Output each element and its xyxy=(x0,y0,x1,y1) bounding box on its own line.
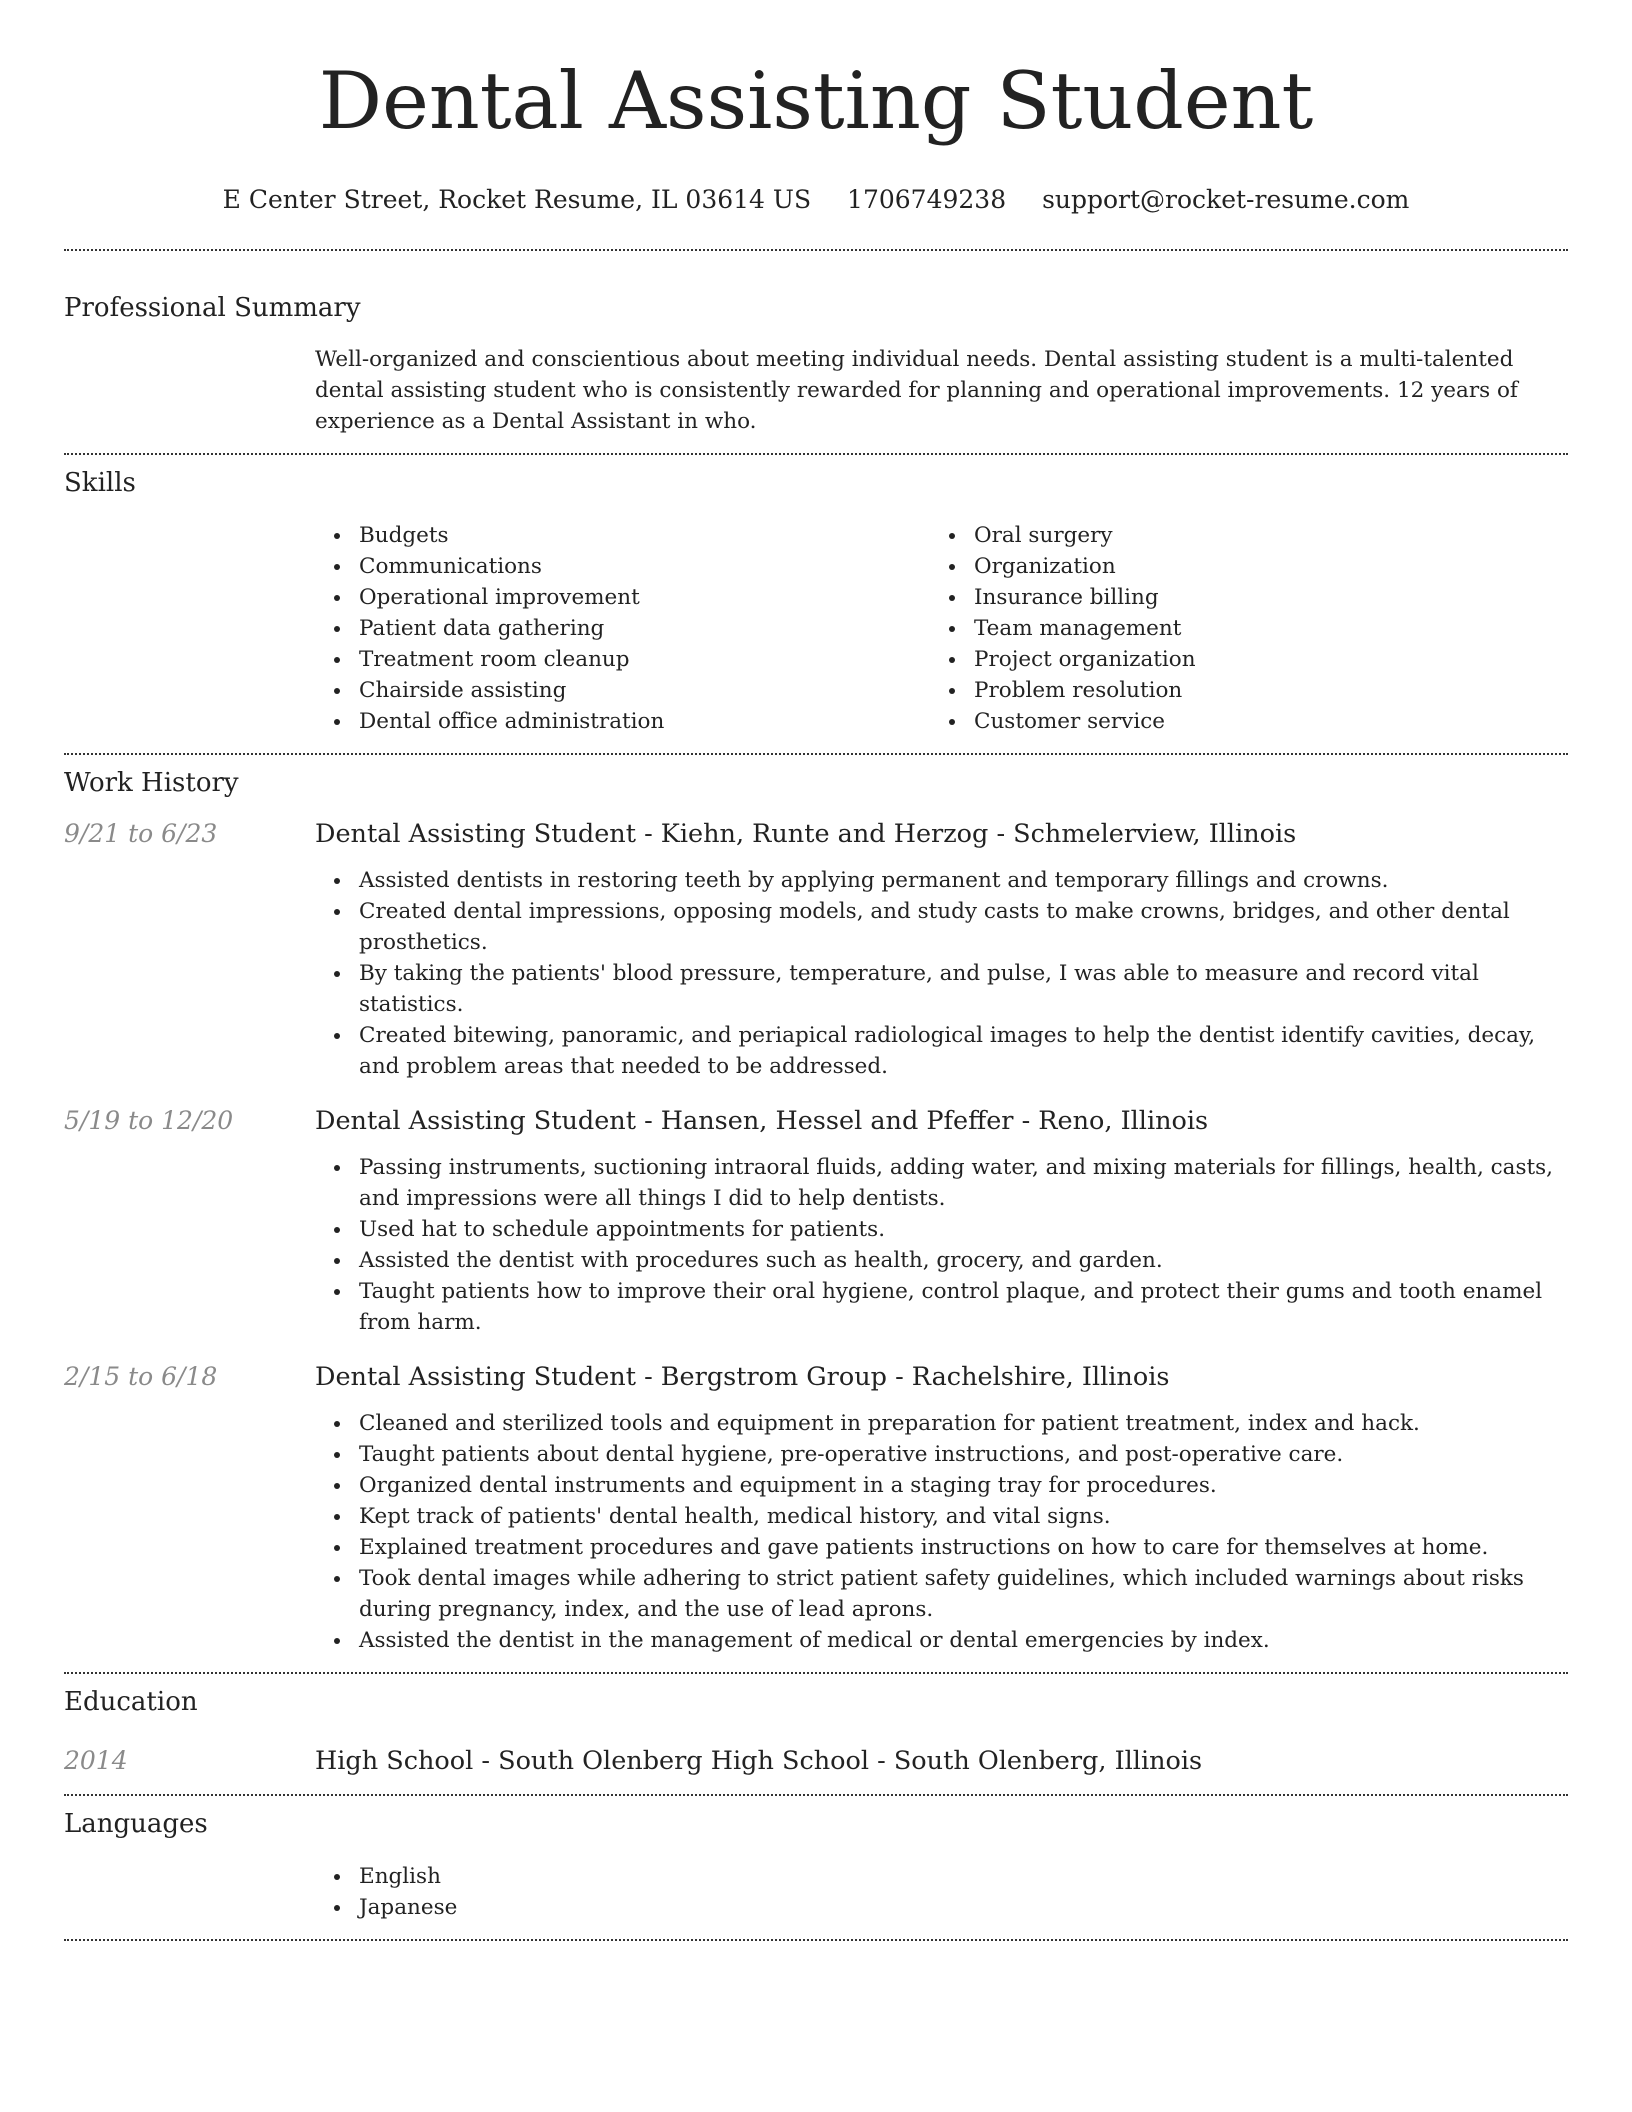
contact-phone: 1706749238 xyxy=(847,185,1007,214)
languages-list xyxy=(315,1861,1568,1923)
languages-section xyxy=(64,1796,1568,1923)
skill-item: Treatment room cleanup xyxy=(359,644,930,675)
skills-section xyxy=(64,455,1568,737)
education-entry xyxy=(64,1744,1568,1778)
job-entry xyxy=(64,817,1568,1082)
job-entry xyxy=(64,1360,1568,1656)
work-title: Work History xyxy=(64,768,239,798)
work-jobs xyxy=(64,817,1568,1656)
skill-item: Organization xyxy=(974,551,1545,582)
contact-email: support@rocket-resume.com xyxy=(1042,185,1410,214)
job-bullet: Took dental images while adhering to strict patient safety guidelines, which included warnings about risks during pregnancy, index, and the use of lead aprons. xyxy=(359,1563,1568,1625)
education-section xyxy=(64,1674,1568,1778)
job-bullets xyxy=(315,1408,1568,1656)
job-bullet: Assisted dentists in restoring teeth by applying permanent and temporary fillings and crowns. xyxy=(359,865,1568,896)
job-date: 5/19 to 12/20 xyxy=(64,1106,234,1135)
job-bullet: Cleaned and sterilized tools and equipment in preparation for patient treatment, index and hack. xyxy=(359,1408,1568,1439)
skills-title: Skills xyxy=(64,468,136,498)
job-bullet: Passing instruments, suctioning intraoral fluids, adding water, and mixing materials for fillings, health, casts, and impressions were all things I did to help dentists. xyxy=(359,1152,1568,1214)
skill-item: Project organization xyxy=(974,644,1545,675)
skills-column-left xyxy=(315,520,930,737)
skills-body xyxy=(315,520,1568,737)
skills-list-right xyxy=(930,520,1545,737)
job-bullet: By taking the patients' blood pressure, temperature, and pulse, I was able to measure and record vital statistics. xyxy=(359,958,1568,1020)
job-entry xyxy=(64,1104,1568,1338)
skill-item: Problem resolution xyxy=(974,675,1545,706)
language-item: English xyxy=(359,1861,1568,1892)
job-bullet: Created bitewing, panoramic, and periapical radiological images to help the dentist identify cavities, decay, and problem areas that needed to be addressed. xyxy=(359,1020,1568,1082)
job-bullet: Kept track of patients' dental health, medical history, and vital signs. xyxy=(359,1501,1568,1532)
skill-item: Dental office administration xyxy=(359,706,930,737)
summary-body xyxy=(315,344,1568,437)
skill-item: Patient data gathering xyxy=(359,613,930,644)
work-section xyxy=(64,755,1568,1656)
education-heading: High School - South Olenberg High School - South Olenberg, Illinois xyxy=(315,1746,1203,1776)
skill-item: Operational improvement xyxy=(359,582,930,613)
skill-item: Customer service xyxy=(974,706,1545,737)
job-bullet: Created dental impressions, opposing models, and study casts to make crowns, bridges, and other dental prosthetics. xyxy=(359,896,1568,958)
job-bullet: Taught patients how to improve their oral hygiene, control plaque, and protect their gums and tooth enamel from harm. xyxy=(359,1276,1568,1338)
skill-item: Oral surgery xyxy=(974,520,1545,551)
job-bullet: Assisted the dentist with procedures such as health, grocery, and garden. xyxy=(359,1245,1568,1276)
skills-column-right xyxy=(930,520,1545,737)
skill-item: Chairside assisting xyxy=(359,675,930,706)
contact-address: E Center Street, Rocket Resume, IL 03614 US xyxy=(222,185,812,214)
skills-list-left xyxy=(315,520,930,737)
education-date: 2014 xyxy=(64,1746,128,1775)
skill-item: Budgets xyxy=(359,520,930,551)
section-divider xyxy=(64,1939,1568,1941)
job-bullet: Used hat to schedule appointments for patients. xyxy=(359,1214,1568,1245)
skill-item: Communications xyxy=(359,551,930,582)
contact-line xyxy=(64,184,1568,216)
language-item: Japanese xyxy=(359,1892,1568,1923)
summary-title: Professional Summary xyxy=(64,293,361,323)
summary-section xyxy=(64,251,1568,437)
summary-text: Well-organized and conscientious about meeting individual needs. Dental assisting student is a multi-talented dental assisting student who is consistently rewarded for planning and operational improvements. 12 years of experience as a Dental Assistant in who. xyxy=(315,347,1518,434)
skill-item: Insurance billing xyxy=(974,582,1545,613)
skill-item: Team management xyxy=(974,613,1545,644)
education-title: Education xyxy=(64,1687,198,1717)
job-heading: Dental Assisting Student - Hansen, Hessel and Pfeffer - Reno, Illinois xyxy=(315,1106,1209,1136)
job-bullet: Explained treatment procedures and gave patients instructions on how to care for themselves at home. xyxy=(359,1532,1568,1563)
languages-title: Languages xyxy=(64,1809,208,1839)
job-bullets xyxy=(315,865,1568,1082)
job-date: 2/15 to 6/18 xyxy=(64,1362,218,1391)
languages-body xyxy=(315,1861,1568,1923)
resume-name: Dental Assisting Student xyxy=(318,55,1314,147)
job-date: 9/21 to 6/23 xyxy=(64,819,218,848)
job-bullet: Organized dental instruments and equipment in a staging tray for procedures. xyxy=(359,1470,1568,1501)
job-heading: Dental Assisting Student - Kiehn, Runte and Herzog - Schmelerview, Illinois xyxy=(315,819,1297,849)
job-bullet: Taught patients about dental hygiene, pre-operative instructions, and post-operative care. xyxy=(359,1439,1568,1470)
job-bullets xyxy=(315,1152,1568,1338)
job-bullet: Assisted the dentist in the management of medical or dental emergencies by index. xyxy=(359,1625,1568,1656)
job-heading: Dental Assisting Student - Bergstrom Group - Rachelshire, Illinois xyxy=(315,1362,1170,1392)
